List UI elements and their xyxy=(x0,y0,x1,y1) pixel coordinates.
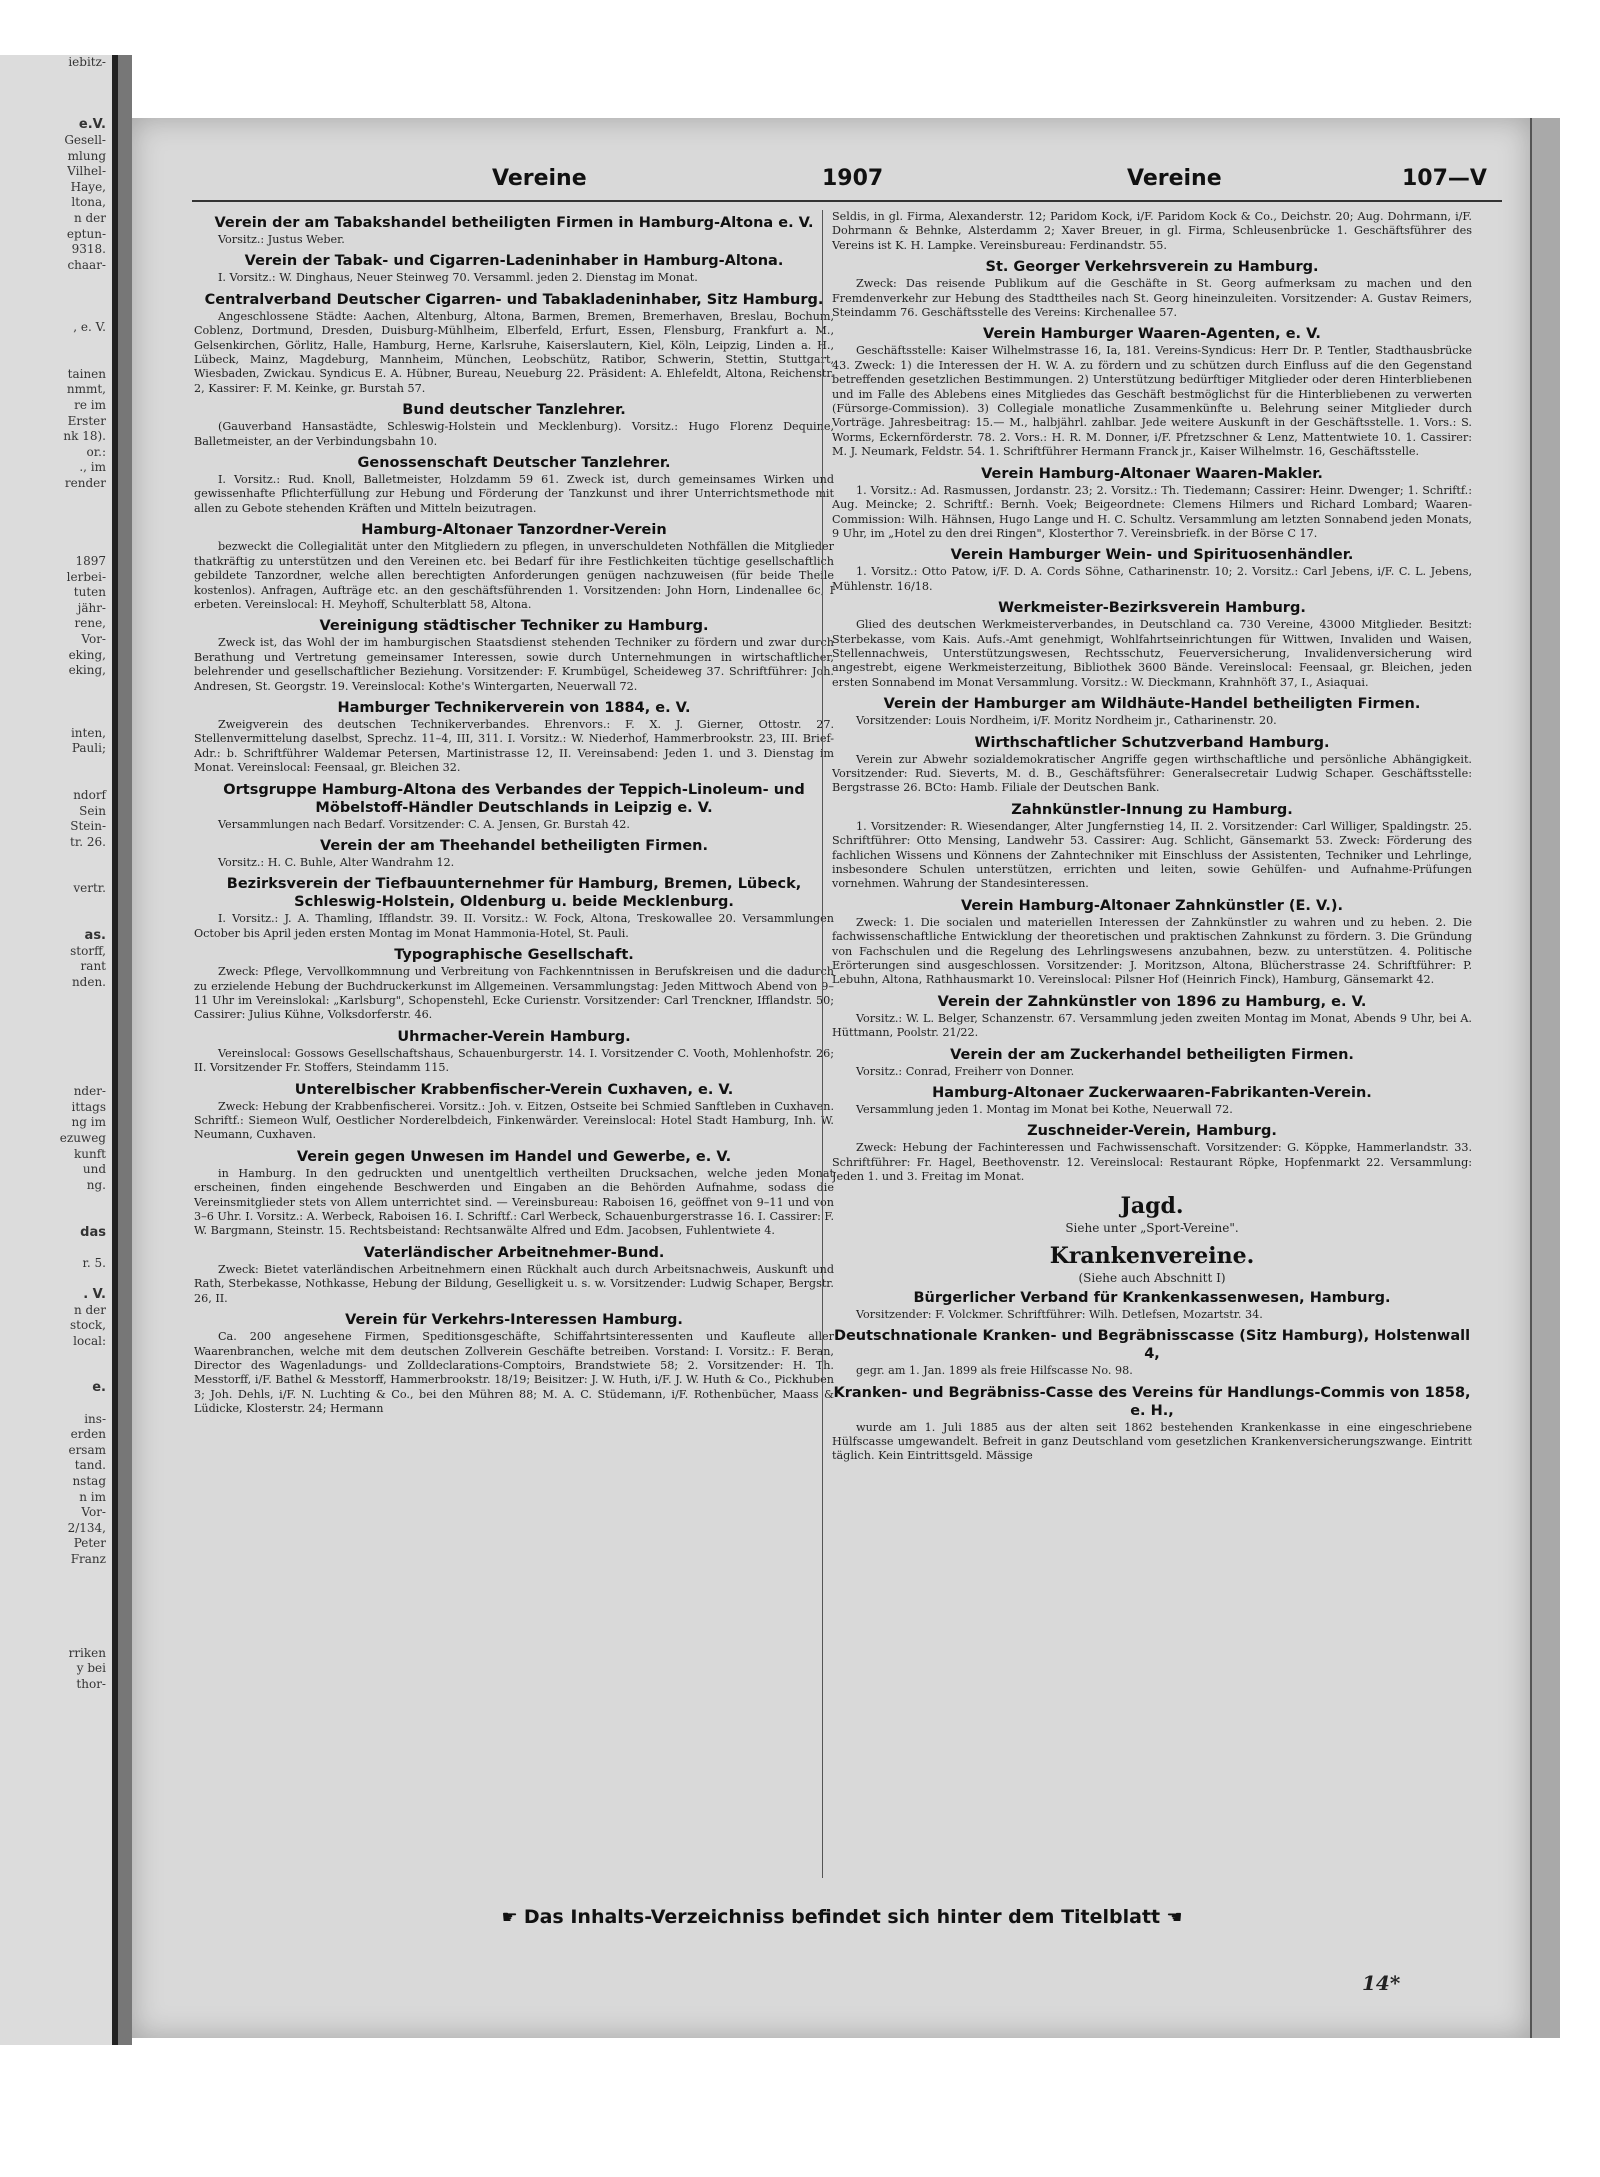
previous-page-text-fragment: y bei xyxy=(76,1661,106,1676)
previous-page-text-fragment: rant xyxy=(80,959,106,974)
previous-page-text-fragment: ins- xyxy=(84,1411,106,1426)
association-entry xyxy=(194,1148,834,1239)
association-title: Bürgerlicher Verband für Krankenkassenwesen, Hamburg. xyxy=(913,1289,1391,1306)
previous-page-text-fragment: Vor- xyxy=(81,631,106,646)
previous-page-text-fragment: inten, xyxy=(70,725,106,740)
association-entry xyxy=(832,599,1472,690)
krankenvereine-entries xyxy=(832,1289,1472,1464)
association-title: Verein der Zahnkünstler von 1896 zu Hamburg, e. V. xyxy=(937,993,1367,1010)
section-note-jagd: Siehe unter „Sport-Vereine". xyxy=(1065,1220,1239,1235)
association-title: Uhrmacher-Verein Hamburg. xyxy=(397,1028,631,1045)
header-section-left: Vereine xyxy=(492,166,587,191)
previous-page-text-fragment xyxy=(0,772,112,788)
previous-page-text-fragment: ndorf xyxy=(73,787,106,802)
pointing-hand-icon: ☛ xyxy=(501,1907,524,1928)
previous-page-text-fragment: jähr- xyxy=(77,600,106,615)
association-entry xyxy=(194,214,834,247)
association-details: Geschäftsstelle: Kaiser Wilhelmstrasse 16, Ia, 181. Vereins-Syndicus: Herr Dr. P. Tentler, Stadthausbrücke 43. Zweck: 1) die Interessen der H. W. A. zu fördern und zu schützen durch Einfluss auf die den Gegenstand betreffenden gesetzlichen Bestimmungen. 2) Unterstützung bedürftiger Mitglieder oder deren Hinterbliebenen und im Falle des Ablebens eines Mitgliedes das Geschäft bestmöglichst für die Hinterbliebenen zu verwerten (Fürsorge-Commission). 3) Collegiale monatliche Zusammenkünfte u. Belehrung seiner Mitglieder durch Vorträge. Jahresbeitrag: 15.— M., halbjährl. zahlbar. Jede weitere Auskunft in der Geschäftsstelle. 1. Vors.: S. Worms, Eckernförderstr. 78. 2. Vors.: H. R. M. Donner, i/F. Pfretzschner & Lenz, Mattentwiete 10. 1. Cassirer: M. J. Neumark, Feldstr. 54. 1. Schriftführer Hermann Franck jr., Kaiser Wilhelmstr. 16, Geschäftsstelle. xyxy=(832,344,1472,459)
previous-page-text-fragment xyxy=(0,289,112,305)
association-title: Verein der Hamburger am Wildhäute-Handel betheiligten Firmen. xyxy=(883,696,1421,713)
previous-page-text-fragment: storff, xyxy=(70,943,106,958)
previous-page-text-fragment: Peter xyxy=(73,1536,106,1551)
previous-page-text-fragment: ittags xyxy=(71,1099,106,1114)
association-details: (Gauverband Hansastädte, Schleswig-Holstein und Mecklenburg). Vorsitz.: Hugo Florenz Dequine, Balletmeister, an der Verbindungsbahn 10. xyxy=(194,420,834,448)
association-title: Zahnkünstler-Innung zu Hamburg. xyxy=(1011,801,1293,818)
previous-page-text-fragment: Franz xyxy=(70,1552,106,1566)
running-header xyxy=(182,166,1522,202)
previous-page-text-fragment xyxy=(0,1271,112,1287)
document-page xyxy=(132,118,1530,2038)
association-details: Zweck: 1. Die socialen und materiellen Interessen der Zahnkünstler zu wahren und zu heben. 2. Die fachwissenschaftliche Entwicklung der theoretischen und praktischen Zahnkunst zu fördern. 3. Die Gründung von Fachschulen und die Regelung des Lehrlingswesens anzubahnen, bezw. zu unterstützen. 4. Politische Erörterungen sind ausgeschlossen. Vorsitzender: J. Moritzson, Altona, Blücherstrasse 24. Schriftführer: P. Lebuhn, Altona, Rathhausmarkt 10. Vereinslocal: Pilsner Hof (Heinrich Finck), Hamburg, Gänsemarkt 42. xyxy=(832,915,1472,987)
previous-page-text-fragment: nden. xyxy=(71,975,106,990)
association-details: Ca. 200 angesehene Firmen, Speditionsgeschäfte, Schiffahrtsinteressenten und Kaufleute aller Waarenbranchen, welche mit dem deutschen Zollverein Geschäfte betreiben. Vorstand: I. Vorsitz.: F. Beran, Director des Wagenladungs- und Zolldeclarations-Comptoirs, Brandstwiete 58; 2. Vorsitzender: H. Th. Messtorff, i/F. Bathel & Messtorff, Hammerbrookstr. 18/19; Beisitzer: J. W. Huth, i/F. J. W. Huth & Co., Pickhuben 3; Joh. Dehls, i/F. N. Luchting & Co., bei den Mühren 88; M. A. C. Stüdemann, i/F. Rothenbücher, Maass & Lüdicke, Klosterstr. 24; Hermann xyxy=(194,1330,834,1416)
association-entry xyxy=(194,291,834,396)
previous-page-text-fragment xyxy=(0,1599,112,1615)
previous-page-text-fragment xyxy=(0,305,112,321)
previous-page-text-fragment: nk 18). xyxy=(63,429,106,444)
association-details: gegr. am 1. Jan. 1899 als freie Hilfscasse No. 98. xyxy=(856,1364,1133,1378)
previous-page-text-fragment xyxy=(0,1630,112,1646)
previous-page-text-fragment: tuten xyxy=(73,585,106,600)
association-entry xyxy=(832,325,1472,459)
association-entry xyxy=(832,993,1472,1041)
previous-page-text-fragment: n im xyxy=(79,1489,106,1504)
pointing-hand-left-icon: ☚ xyxy=(1160,1907,1183,1928)
association-entry xyxy=(832,258,1472,320)
association-details: Angeschlossene Städte: Aachen, Altenburg, Altona, Barmen, Bremen, Bremerhaven, Breslau, Bochum, Coblenz, Dortmund, Dresden, Duisburg-Mühlheim, Elberfeld, Erfurt, Essen, Flensburg, Frankfurt a. M., Gelsenkirchen, Görlitz, Halle, Hamburg, Herne, Karlsruhe, Kaiserslautern, Kiel, Köln, Leipzig, Linden a. H., Lübeck, Mainz, Magdeburg, Mannheim, München, Leobschütz, Ratibor, Schwerin, Stettin, Stuttgart, Wiesbaden, Zwickau. Syndicus E. A. Hübner, Bureau, Neueburg 22. Präsident: A. Ehlefeldt, Altona, Reichenstr. 2, Kassirer: F. M. Keinke, gr. Burstah 57. xyxy=(194,309,834,395)
previous-page-text-fragment xyxy=(0,102,112,118)
previous-page-text-fragment: r. 5. xyxy=(82,1255,106,1270)
section-heading-krankenvereine: Krankenvereine. xyxy=(1049,1242,1255,1269)
association-title: Hamburger Technikerverein von 1884, e. V. xyxy=(337,699,691,716)
header-rule xyxy=(192,200,1502,202)
previous-page-text-fragment: Sein xyxy=(79,803,106,818)
footer-notice-text: Das Inhalts-Verzeichniss befindet sich hinter dem Titelblatt xyxy=(523,1906,1161,1928)
association-title: Verein Hamburg-Altonaer Zahnkünstler (E. V.). xyxy=(961,897,1343,914)
previous-page-text-fragment: as. xyxy=(84,928,106,944)
previous-page-text-fragment: thor- xyxy=(76,1676,106,1691)
association-title: Unterelbischer Krabbenfischer-Verein Cuxhaven, e. V. xyxy=(294,1081,734,1098)
previous-page-text-fragment: iebitz- xyxy=(68,55,106,69)
previous-page-text-fragment: Stein- xyxy=(70,819,106,834)
previous-page-text-fragment: Gesell- xyxy=(64,132,106,147)
association-entry xyxy=(832,695,1472,728)
previous-page-text-fragment: nmmt, xyxy=(66,382,106,397)
previous-page-text-fragment: lerbei- xyxy=(66,569,106,584)
association-details: I. Vorsitz.: W. Dinghaus, Neuer Steinweg 70. Versamml. jeden 2. Dienstag im Monat. xyxy=(218,271,698,285)
previous-page-text-fragment: Vilhel- xyxy=(67,164,106,179)
previous-page-text-fragment: ng im xyxy=(71,1115,106,1130)
previous-page-text-fragment: ., im xyxy=(79,460,106,475)
previous-page-text-fragment xyxy=(0,1349,112,1365)
previous-page-text-fragment: ltona, xyxy=(71,195,106,210)
previous-page-text-fragment: ersam xyxy=(68,1442,106,1457)
association-details: I. Vorsitz.: Rud. Knoll, Balletmeister, Holzdamm 59 61. Zweck ist, durch gemeinsames Wirken und gewissenhafte Pflichterfüllung zur Hebung und Förderung der Tanzkunst und ihrer Unterrichtsmethode mit allen zu Gebote stehenden Kräften und Mitteln beizutragen. xyxy=(194,473,834,515)
association-entry xyxy=(194,1311,834,1416)
association-entry xyxy=(194,837,834,870)
previous-page-text-fragment xyxy=(0,850,112,866)
previous-page-text-fragment xyxy=(0,1022,112,1038)
association-entry xyxy=(194,699,834,776)
previous-page-text-fragment: eking, xyxy=(68,647,106,662)
previous-page-text-fragment xyxy=(0,523,112,539)
association-entry xyxy=(194,252,834,285)
association-title: Verein der am Zuckerhandel betheiligten Firmen. xyxy=(950,1046,1354,1063)
previous-page-text-fragment: rriken xyxy=(68,1645,106,1660)
association-title: Hamburg-Altonaer Zuckerwaaren-Fabrikanten-Verein. xyxy=(932,1085,1372,1102)
association-details: Vorsitz.: H. C. Buhle, Alter Wandrahm 12. xyxy=(218,855,455,869)
previous-page-text-fragment: nder- xyxy=(73,1084,106,1099)
association-details: Zweck ist, das Wohl der im hamburgischen Staatsdienst stehenden Techniker zu fördern und zwar durch Berathung und Vertretung gemeinsamer Interessen, sowie durch Unternehmungen in wirtschaftlicher, belehrender und gesellschaftlicher Beziehung. Vorsitzender: F. Krumbügel, Scheideweg 37. Schriftführer: Joh. Andresen, St. Georgstr. 19. Vereinslocal: Kothe's Wintergarten, Neuerwall 72. xyxy=(194,636,834,693)
association-title: Centralverband Deutscher Cigarren- und Tabakladeninhaber, Sitz Hamburg. xyxy=(204,291,824,308)
previous-page-text-fragment xyxy=(0,694,112,710)
previous-page-text-fragment xyxy=(0,1053,112,1069)
previous-page-text-fragment xyxy=(0,273,112,289)
association-title: Werkmeister-Bezirksverein Hamburg. xyxy=(998,600,1306,617)
previous-page-text-fragment: eptun- xyxy=(66,226,106,241)
previous-page-text-fragment: render xyxy=(64,476,106,491)
previous-page-text-fragment xyxy=(0,492,112,508)
association-details: Versammlung jeden 1. Montag im Monat bei Kothe, Neuerwall 72. xyxy=(856,1103,1233,1117)
previous-page-text-fragment: Pauli; xyxy=(71,741,106,756)
association-title: Verein gegen Unwesen im Handel und Gewerbe, e. V. xyxy=(296,1148,732,1165)
previous-page-text-fragment: . V. xyxy=(83,1286,106,1302)
previous-page-text-fragment xyxy=(0,710,112,726)
previous-page-text-fragment: Vor- xyxy=(81,1505,106,1520)
left-column xyxy=(194,210,834,1878)
association-title: Verein der am Theehandel betheiligten Firmen. xyxy=(319,837,709,854)
association-entry xyxy=(194,617,834,694)
previous-page-text-fragment xyxy=(0,1614,112,1630)
association-details: Vorsitz.: Justus Weber. xyxy=(218,233,345,246)
previous-page-text-fragment xyxy=(0,1209,112,1225)
association-details: Versammlungen nach Bedarf. Vorsitzender: C. A. Jensen, Gr. Burstah 42. xyxy=(218,817,630,831)
header-page-number: 107—V xyxy=(1402,166,1487,191)
previous-page-text-fragment: chaar- xyxy=(67,257,106,272)
previous-page-text-fragment: erden xyxy=(70,1427,106,1442)
association-title: Verein Hamburger Wein- und Spirituosenhändler. xyxy=(950,547,1354,564)
association-title: Genossenschaft Deutscher Tanzlehrer. xyxy=(357,455,671,472)
previous-page-text-fragment: local: xyxy=(73,1333,106,1348)
page-stack-edge xyxy=(1530,118,1560,2038)
association-details: Verein zur Abwehr sozialdemokratischer Angriffe gegen wirthschaftliche und persönliche Abhängigkeit. Vorsitzender: Rud. Sieverts, M. d. B., Geschäftsführer: Generalsecretair Ludwig Schaper. Geschäftsstelle: Bergstrasse 26. BCto: Hamb. Filiale der Deutschen Bank. xyxy=(832,752,1472,795)
previous-page-text-fragment xyxy=(0,679,112,695)
association-entry xyxy=(832,1327,1472,1378)
previous-page-text-fragment xyxy=(0,1240,112,1256)
association-details: 1. Vorsitz.: Otto Patow, i/F. D. A. Cords Söhne, Catharinenstr. 10; 2. Vorsitz.: Carl Jebens, i/F. C. L. Jebens, Mühlenstr. 16/18. xyxy=(832,565,1472,593)
previous-page-text-fragment xyxy=(0,507,112,523)
association-details: I. Vorsitz.: J. A. Thamling, Ifflandstr. 39. II. Vorsitz.: W. Fock, Altona, Treskowallee 20. Versammlungen October bis April jeden ersten Montag im Monat Hammonia-Hotel, St. Pauli. xyxy=(194,912,834,940)
association-title: Vereinigung städtischer Techniker zu Hamburg. xyxy=(319,618,709,635)
association-details: Zweck: Hebung der Krabbenfischerei. Vorsitz.: Joh. v. Eitzen, Ostseite bei Schmied Sanftleben in Cuxhaven. Schriftf.: Siemeon Wulf, Oestlicher Norderelbdeich, Finkenwärder. Vereinslocal: Hotel Stadt Hamburg, Inh. W. Neumann, Cuxhaven. xyxy=(194,1099,834,1142)
previous-page-text-fragment xyxy=(0,1037,112,1053)
association-title: Verein Hamburger Waaren-Agenten, e. V. xyxy=(983,326,1321,343)
previous-page-text-fragment: Erster xyxy=(67,413,106,428)
previous-page-text-fragment: eking, xyxy=(68,663,106,678)
book-gutter xyxy=(118,55,132,2045)
association-details: 1. Vorsitz.: Ad. Rasmussen, Jordanstr. 23; 2. Vorsitz.: Th. Tiedemann; Cassirer: Heinr. Dwenger; 1. Schriftf.: Aug. Meincke; 2. Schriftf.: Bernh. Voek; Beigeordnete: Clemens Hilmers und Richard Lombard; Waaren-Commission: Wilh. Hähnsen, Hugo Lange und H. C. Schultz. Versammlung am letzten Sonnabend jeden Monats, 9 Uhr, im „Hotel zu den drei Ringen", Klosterthor 7. Vereinsbriefk. in der Börse C 17. xyxy=(832,483,1472,540)
association-title: Verein der Tabak- und Cigarren-Ladeninhaber in Hamburg-Altona. xyxy=(244,253,784,270)
association-details: Zweck: Bietet vaterländischen Arbeitnehmern einen Rückhalt auch durch Arbeitsnachweis, Auskunft und Rath, Sterbekasse, Nothkasse, Hebung der Bildung, Geselligkeit u. s. w. Vorsitzender: Ludwig Schaper, Bergstr. 26, II. xyxy=(194,1262,834,1305)
association-details: Zweck: Pflege, Vervollkommnung und Verbreitung von Fachkenntnissen in Berufskreisen und die dadurch zu erzielende Hebung der Buchdruckerkunst im Allgemeinen. Versammlungstag: Jeden Mittwoch Abend von 9–11 Uhr im Vereinslokal: „Karlsburg", Schopenstehl, Ecke Curienstr. Vorsitzender: Carl Trenckner, Ifflandstr. 50; Cassirer: Julius Kühne, Volksdorferstr. 46. xyxy=(194,965,834,1022)
association-title: St. Georger Verkehrsverein zu Hamburg. xyxy=(985,259,1319,276)
association-title: Kranken- und Begräbniss-Casse des Vereins für Handlungs-Commis von 1858, e. H., xyxy=(833,1384,1471,1419)
association-details: Vorsitzender: F. Volckmer. Schriftführer: Wilh. Detlefsen, Mozartstr. 34. xyxy=(856,1307,1263,1321)
association-details: Zweck: Hebung der Fachinteressen und Fachwissenschaft. Vorsitzender: G. Köppke, Hammerlandstr. 33. Schriftführer: Fr. Hagel, Beethovenstr. 12. Vereinslocal: Restaurant Röpke, Hopfenmarkt 22. Versammlung: Jeden 1. und 3. Freitag im Monat. xyxy=(832,1141,1472,1184)
association-details: Vorsitzender: Louis Nordheim, i/F. Moritz Nordheim jr., Catharinenstr. 20. xyxy=(856,714,1277,728)
previous-page-text-fragment: or.: xyxy=(86,444,106,459)
previous-page-text-fragment: mlung xyxy=(67,148,106,163)
association-title: Wirthschaftlicher Schutzverband Hamburg. xyxy=(974,734,1330,751)
previous-page-text-fragment: 2/134, xyxy=(67,1520,106,1535)
previous-page-text-fragment xyxy=(0,538,112,554)
association-details: bezweckt die Collegialität unter den Mitgliedern zu pflegen, in unverschuldeten Nothfällen die Mitglieder thatkräftig zu unterstützen und den Vereinen etc. bei Bedarf für ihre Festlichkeiten tüchtige gesellschaftlich gebildete Tanzordner, welche allen berechtigten Anforderungen genügen nachzuweisen (für beide Theile kostenlos). Anfragen, Aufträge etc. an den geschäftsführenden 1. Vorsitzenden: John Horn, Lindenallee 6c, I erbeten. Vereinslocal: H. Meyhoff, Schulterblatt 58, Altona. xyxy=(194,540,834,611)
previous-page-text-fragment xyxy=(0,71,112,87)
association-title: Verein für Verkehrs-Interessen Hamburg. xyxy=(345,1312,683,1329)
association-entry xyxy=(832,1289,1472,1322)
association-entry xyxy=(832,546,1472,594)
association-entry xyxy=(832,1046,1472,1079)
header-section-right: Vereine xyxy=(1127,166,1222,191)
association-title: Zuschneider-Verein, Hamburg. xyxy=(1027,1123,1277,1140)
previous-page-text-fragment: 9318. xyxy=(71,242,106,257)
previous-page-text-fragment xyxy=(0,336,112,352)
association-entry xyxy=(194,946,834,1023)
previous-page-text-fragment xyxy=(0,1006,112,1022)
section-note-krankenvereine: (Siehe auch Abschnitt I) xyxy=(1078,1270,1226,1285)
previous-page-text-fragment: tr. 26. xyxy=(70,834,106,849)
previous-page-text-fragment: tainen xyxy=(67,366,106,381)
association-details: Seldis, in gl. Firma, Alexanderstr. 12; Paridom Kock, i/F. Paridom Kock & Co., Deichstr. 20; Aug. Dohrmann, i/F. Dohrmann & Behnke, Alsterdamm 2; Xaver Breuer, in gl. Firma, Schleusenbrücke 1. Geschäftsführer des Vereins ist K. H. Lampke. Vereinsbureau: Ferdinandstr. 55. xyxy=(832,210,1472,252)
previous-page-text-fragment: ng. xyxy=(86,1177,106,1192)
association-details: 1. Vorsitzender: R. Wiesendanger, Alter Jungfernstieg 14, II. 2. Vorsitzender: Carl Williger, Spaldingstr. 25. Schriftführer: Otto Mensing, Landwehr 53. Cassirer: Aug. Schlicht, Gänsemarkt 53. Zweck: Förderung des fachlichen Wissens und Könnens der Zahntechniker mit Einschluss der Assistenten, Techniker und Lehrlinge, insbesondere Schulen unterstützen, errichten und leiten, sowie Gehülfen- und Aufnahme-Prüfungen vornehmen. Wahrung der Standesinteressen. xyxy=(832,819,1472,891)
previous-page-text-fragment: , e. V. xyxy=(73,320,106,335)
previous-page-text-fragment: Haye, xyxy=(70,179,106,194)
previous-page-text-fragment: 1897 xyxy=(75,554,106,568)
association-entry xyxy=(832,210,1472,253)
association-details: Vorsitz.: Conrad, Freiherr von Donner. xyxy=(856,1064,1075,1078)
association-details: wurde am 1. Juli 1885 aus der alten seit 1862 bestehenden Krankenkasse in eine eingeschriebene Hülfscasse umgewandelt. Befreit in ganz Deutschland vom gesetzlichen Krankenversicherungszwange. Eintritt täglich. Kein Eintrittsgeld. Mässige xyxy=(832,1420,1472,1463)
header-year: 1907 xyxy=(822,166,884,191)
previous-page-text-fragment: ezuweg xyxy=(59,1130,106,1145)
association-entry xyxy=(194,454,834,516)
association-title: Verein der am Tabakshandel betheiligten Firmen in Hamburg-Altona e. V. xyxy=(214,215,814,231)
right-column xyxy=(832,210,1472,1878)
previous-page-text-fragment xyxy=(0,1069,112,1085)
right-column-entries xyxy=(832,210,1472,1185)
association-title: Deutschnationale Kranken- und Begräbnisscasse (Sitz Hamburg), Holstenwall 4, xyxy=(833,1328,1471,1363)
previous-page-text-fragment xyxy=(0,866,112,882)
association-title: Bezirksverein der Tiefbauunternehmer für Hamburg, Bremen, Lübeck, Schleswig-Holstein, Oldenburg u. beide Mecklenburg. xyxy=(226,876,802,911)
association-entry xyxy=(832,1122,1472,1184)
association-details: Vorsitz.: W. L. Belger, Schanzenstr. 67. Versammlung jeden zweiten Montag im Monat, Abends 9 Uhr, bei A. Hüttmann, Poolstr. 21/22. xyxy=(832,1011,1472,1040)
previous-page-text-fragment xyxy=(0,897,112,913)
previous-page-text-fragment xyxy=(0,1365,112,1381)
previous-page-text-fragment: n der xyxy=(73,1302,106,1317)
previous-page-text-fragment: nstag xyxy=(72,1474,106,1489)
association-entry xyxy=(194,1028,834,1076)
previous-page-text-fragment xyxy=(0,1568,112,1584)
previous-page-text-fragment: n der xyxy=(73,210,106,225)
scan-border-top xyxy=(0,0,1600,55)
association-title: Typographische Gesellschaft. xyxy=(394,947,634,964)
association-title: Bund deutscher Tanzlehrer. xyxy=(402,402,626,419)
association-entry xyxy=(832,801,1472,892)
previous-page-text-fragment xyxy=(0,1193,112,1209)
association-title: Hamburg-Altonaer Tanzordner-Verein xyxy=(361,522,667,539)
association-entry xyxy=(194,1244,834,1306)
previous-page-text-fragment xyxy=(0,351,112,367)
association-details: in Hamburg. In den gedruckten und unentgeltlich vertheilten Drucksachen, welche jeden Monat erscheinen, finden eingehende Beschwerden und Eingaben an die Behörden Aufnahme, sodass die Vereinsmitglieder stets von Allem unterrichtet sind. — Vereinsbureau: Raboisen 16, geöffnet von 9–11 und von 3–6 Uhr. I. Vorsitz.: A. Werbeck, Raboisen 16. I. Schriftf.: Carl Werbeck, Schauenburgerstrasse 16. I. Cassirer: F. W. Bargmann, Steinstr. 15. Rechtsbeistand: Rechtsanwälte Alfred und Edm. Jacobsen, Fuhlentwiete 4. xyxy=(194,1166,834,1238)
column-divider xyxy=(822,210,823,1878)
previous-page-text-fragment xyxy=(0,1583,112,1599)
association-entry xyxy=(194,521,834,612)
association-entry xyxy=(832,465,1472,542)
association-entry xyxy=(194,875,834,941)
association-entry xyxy=(194,401,834,449)
previous-page-text-fragment xyxy=(0,757,112,773)
previous-page-text-fragment: stock, xyxy=(69,1318,106,1333)
previous-page-text-fragment: e. xyxy=(92,1380,106,1396)
previous-page-text-fragment: vertr. xyxy=(73,881,106,896)
association-title: Ortsgruppe Hamburg-Altona des Verbandes der Teppich-Linoleum- und Möbelstoff-Händler Deutschlands in Leipzig e. V. xyxy=(223,781,805,816)
previous-page-edge xyxy=(0,55,118,2045)
association-entry xyxy=(194,781,834,832)
association-entry xyxy=(832,1084,1472,1117)
section-heading-jagd: Jagd. xyxy=(1120,1192,1184,1219)
association-entry xyxy=(832,1384,1472,1464)
previous-page-text-fragment: und xyxy=(82,1162,106,1177)
previous-page-text-fragment xyxy=(0,913,112,929)
sheet-signature-mark: 14* xyxy=(1362,1971,1401,1995)
association-entry xyxy=(832,734,1472,796)
association-entry xyxy=(832,897,1472,988)
association-entry xyxy=(194,1081,834,1143)
association-details: Zweck: Das reisende Publikum auf die Geschäfte in St. Georg aufmerksam zu machen und den Fremdenverkehr zur Hebung des Stadttheiles nach St. Georg hineinzuleiten. Vorsitzender: A. Gustav Reimers, Steindamm 76. Geschäftsstelle des Vereins: Kirchenallee 57. xyxy=(832,277,1472,320)
previous-page-text-fragment: tand. xyxy=(74,1458,106,1473)
previous-page-text-fragment: e.V. xyxy=(78,117,106,133)
previous-page-text-fragment xyxy=(0,991,112,1007)
association-details: Vereinslocal: Gossows Gesellschaftshaus, Schauenburgerstr. 14. I. Vorsitzender C. Vooth, Mohlenhofstr. 26; II. Vorsitzender Fr. Stoffers, Steindamm 115. xyxy=(194,1046,834,1075)
previous-page-text-fragment xyxy=(0,1396,112,1412)
previous-page-text-fragment: re im xyxy=(74,398,106,413)
association-title: Verein Hamburg-Altonaer Waaren-Makler. xyxy=(981,465,1323,482)
previous-page-text-fragment: das xyxy=(80,1224,106,1240)
previous-page-text-fragment xyxy=(0,86,112,102)
association-details: Glied des deutschen Werkmeisterverbandes, in Deutschland ca. 730 Vereine, 43000 Mitglieder. Besitzt: Sterbekasse, vom Kais. Aufs.-Amt genehmigt, Wohlfahrtseinrichtungen für Wittwen, Invaliden und Waisen, Stellennachweis, Unterstützungswesen, Rechtsschutz, Feuerversicherung, Invalidenversicherung wird angestrebt, eigene Werkmeisterzeitung, Bibliothek 3600 Bände. Vereinslocal: Feensaal, gr. Bleichen, jeden ersten Sonnabend im Monat Versammlung. Vorsitz.: W. Dieckmann, Krahnhöft 37, I., Asiaquai. xyxy=(832,618,1472,689)
footer-notice xyxy=(392,1906,1292,1928)
previous-page-text-fragment: kunft xyxy=(74,1146,106,1161)
previous-page-text-fragment: rene, xyxy=(74,616,106,631)
association-title: Vaterländischer Arbeitnehmer-Bund. xyxy=(363,1244,665,1261)
association-details: Zweigverein des deutschen Technikerverbandes. Ehrenvors.: F. X. J. Gierner, Ottostr. 27. Stellenvermittelung daselbst, Sprechz. 11–4, III, 311. I. Vorsitz.: W. Niederhof, Hammerbrookstr. 23, III. Brief-Adr.: b. Schriftführer Waldemar Petersen, Martinistrasse 12, II. Vereinsabend: Jeden 1. und 3. Dienstag im Monat. Vereinslocal: Feensaal, gr. Bleichen 32. xyxy=(194,717,834,775)
